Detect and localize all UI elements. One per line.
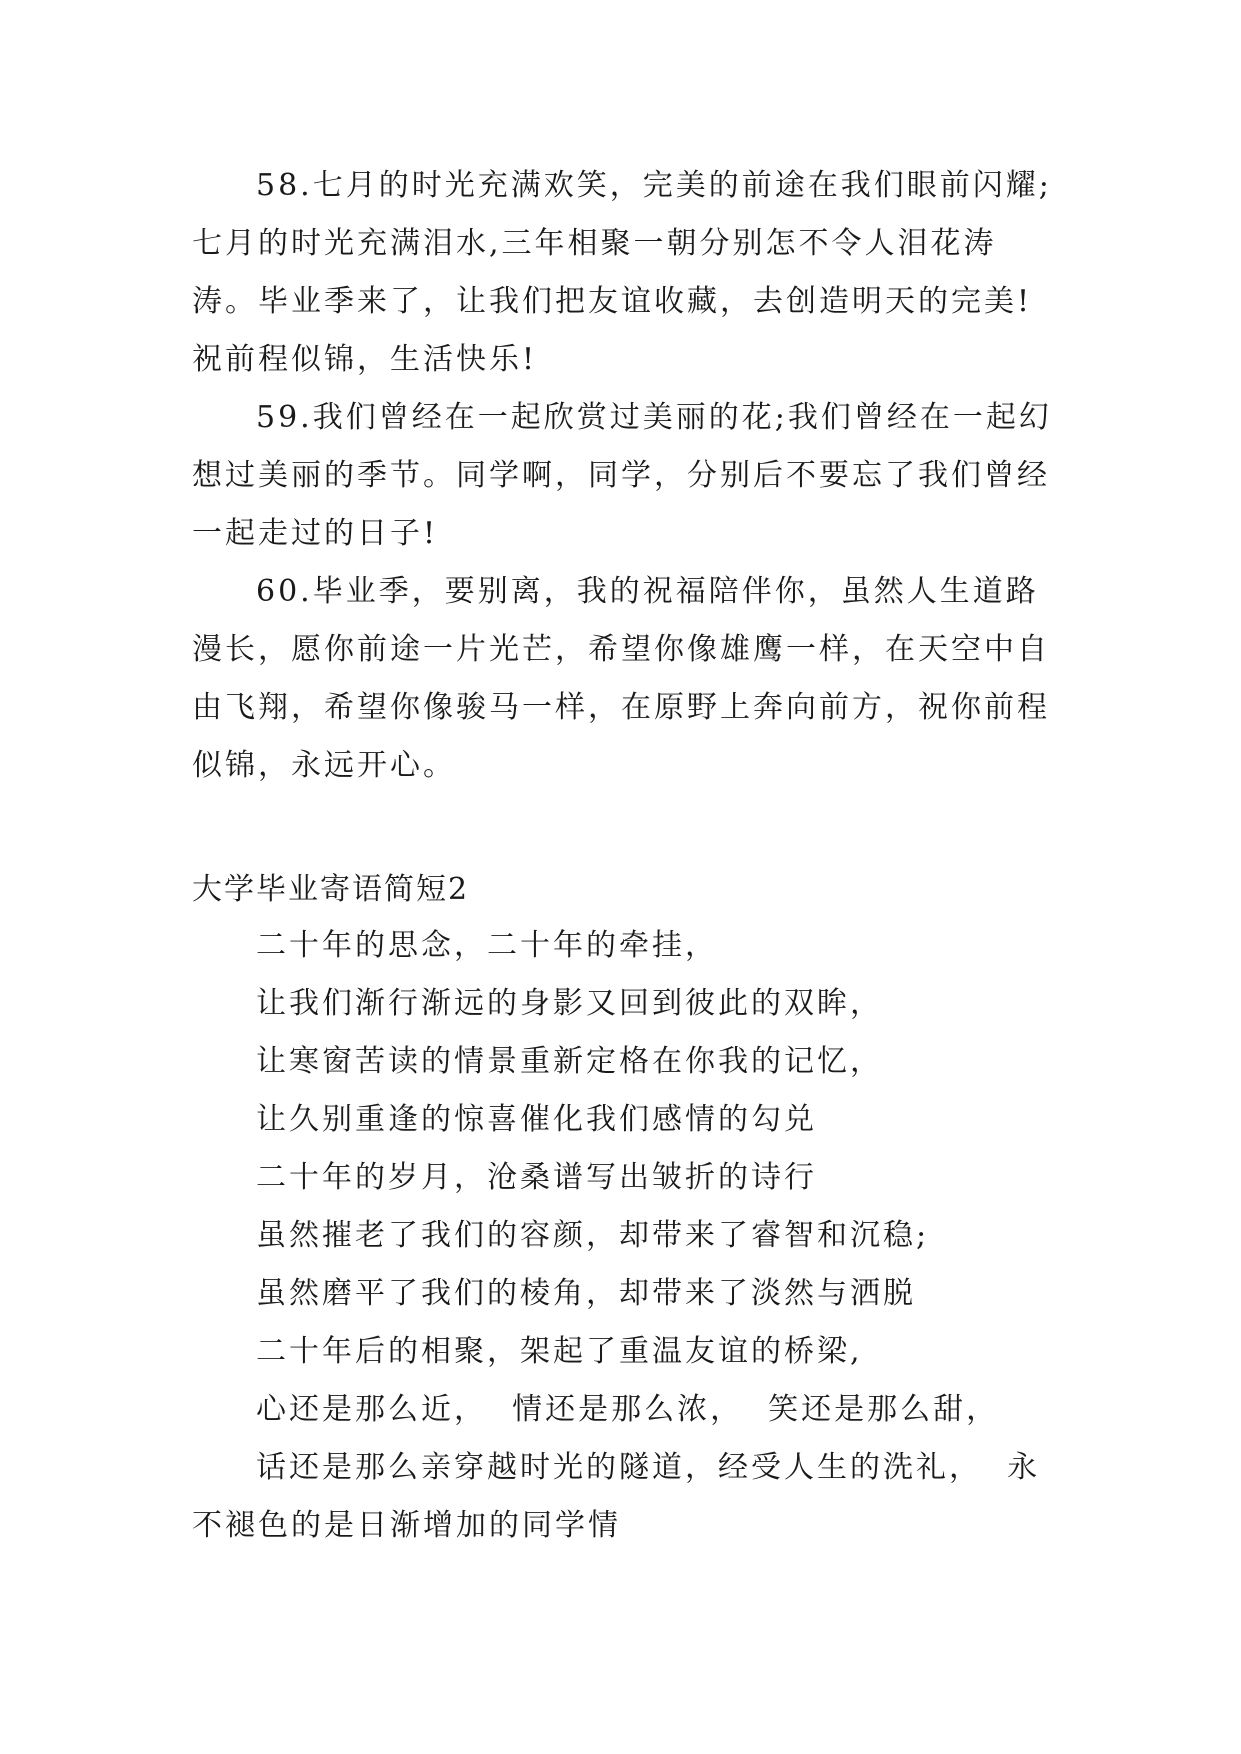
poem-line: 虽然摧老了我们的容颜，却带来了睿智和沉稳; [256, 1218, 930, 1253]
poem-line: 让我们渐行渐远的身影又回到彼此的双眸， [256, 986, 883, 1021]
section-heading: 大学毕业寄语简短2 [192, 872, 470, 907]
poem-line: 心还是那么近， 情还是那么浓， 笑还是那么甜， [256, 1392, 1000, 1427]
poem-final-paragraph: 话还是那么亲穿越时光的隧道，经受人生的洗礼， 永不褪色的是日渐增加的同学情 [192, 1450, 1041, 1543]
poem-line: 二十年的思念，二十年的牵挂， [256, 928, 718, 963]
poem-line: 二十年的岁月，沧桑谱写出皱折的诗行 [256, 1160, 817, 1195]
poem-line: 二十年后的相聚，架起了重温友谊的桥梁, [256, 1334, 863, 1369]
poem-line: 让寒窗苦读的情景重新定格在你我的记忆， [256, 1044, 883, 1079]
poem-block [192, 917, 1052, 1555]
paragraph-58: 58.七月的时光充满欢笑，完美的前途在我们眼前闪耀;七月的时光充满泪水,三年相聚一朝分别怎不令人泪花涛涛。毕业季来了，让我们把友谊收藏，去创造明天的完美!祝前程似锦，生活快乐! [192, 168, 1052, 377]
poem-line: 虽然磨平了我们的棱角，却带来了淡然与洒脱 [256, 1276, 916, 1311]
poem-line: 让久别重逢的惊喜催化我们感情的勾兑 [256, 1102, 817, 1137]
paragraph-59: 59.我们曾经在一起欣赏过美丽的花;我们曾经在一起幻想过美丽的季节。同学啊，同学，分别后不要忘了我们曾经一起走过的日子! [192, 400, 1052, 551]
paragraph-60: 60.毕业季，要别离，我的祝福陪伴你，虽然人生道路漫长，愿你前途一片光芒，希望你像雄鹰一样，在天空中自由飞翔，希望你像骏马一样，在原野上奔向前方，祝你前程似锦，永远开心。 [192, 574, 1050, 783]
